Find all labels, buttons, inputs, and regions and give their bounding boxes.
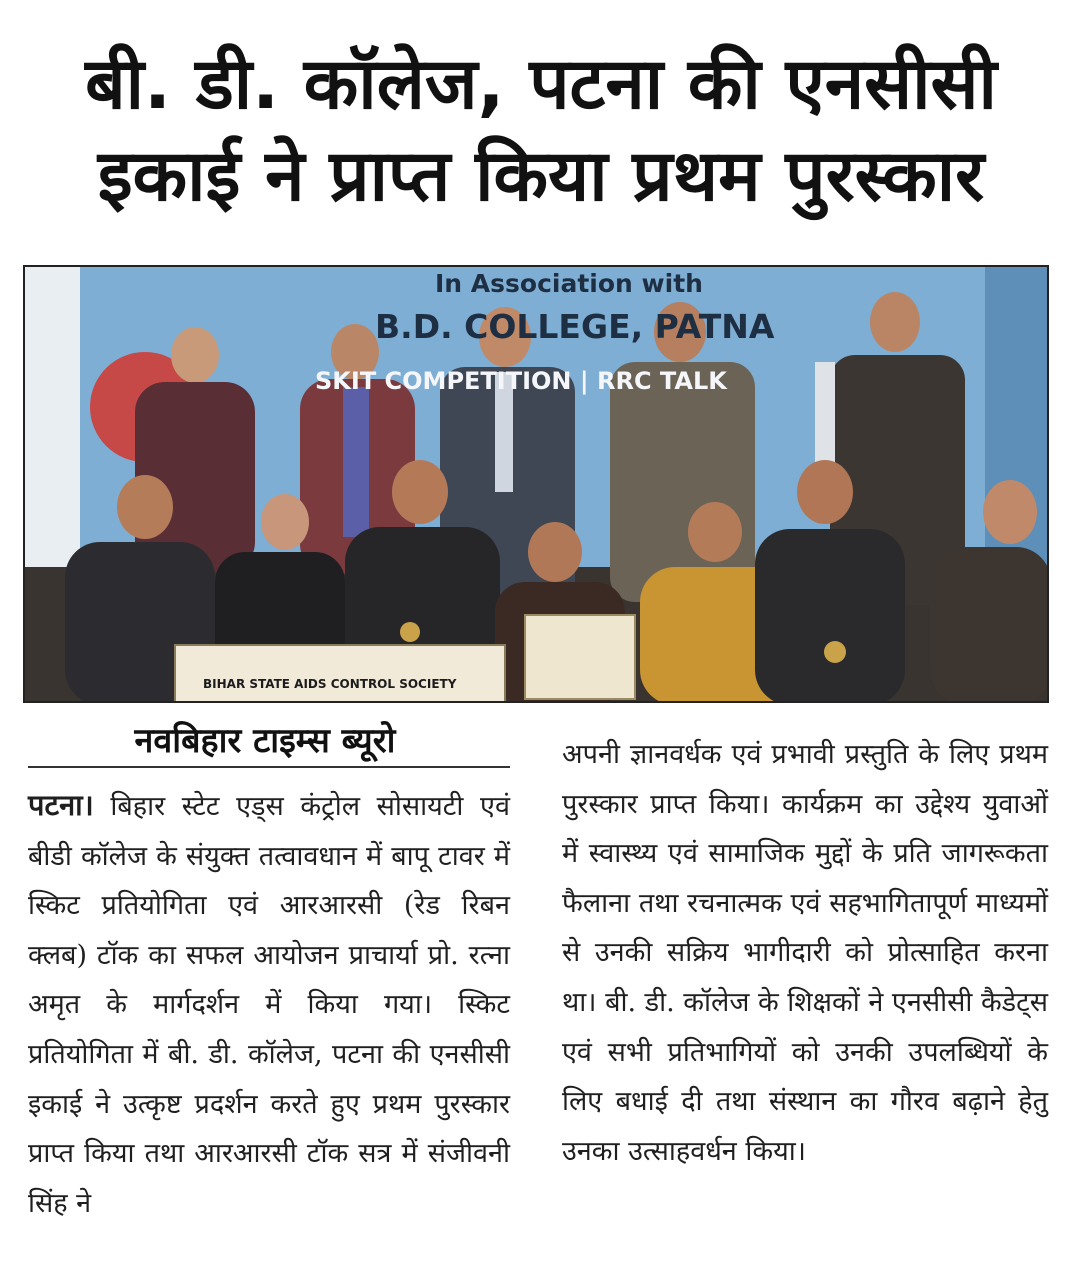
byline-divider <box>28 766 510 768</box>
certificate <box>525 615 635 699</box>
sign-board-text: BIHAR STATE AIDS CONTROL SOCIETY <box>203 677 457 691</box>
banner-left-panel <box>25 267 80 567</box>
banner-college-text: B.D. COLLEGE, PATNA <box>375 307 775 346</box>
headline-line-1: बी. डी. कॉलेज, पटना की एनसीसी <box>85 42 997 125</box>
banner-association-text: In Association with <box>435 269 703 298</box>
dateline: पटना। <box>28 788 94 822</box>
sign-board <box>175 645 505 703</box>
banner-event-text: SKIT COMPETITION | RRC TALK <box>315 367 727 395</box>
headline <box>20 38 1062 222</box>
article-column-left <box>28 781 510 1228</box>
article-text-left: बिहार स्टेट एड्स कंट्रोल सोसायटी एवं बीडी कॉलेज के संयुक्त तत्वावधान में बापू टावर में स्किट प्रतियोगिता एवं आरआरसी (रेड रिबन क्लब) टॉक का सफल आयोजन प्राचार्या प्रो. रत्ना अमृत के मार्गदर्शन में किया गया। स्किट प्रतियोगिता में बी. डी. कॉलेज, पटना की एनसीसी इकाई ने उत्कृष्ट प्रदर्शन करते हुए प्रथम पुरस्कार प्राप्त किया तथा आरआरसी टॉक सत्र में संजीवनी सिंह ने <box>28 791 510 1219</box>
group-photo <box>23 265 1049 703</box>
article-text-right: अपनी ज्ञानवर्धक एवं प्रभावी प्रस्तुति के लिए प्रथम पुरस्कार प्राप्त किया। कार्यक्रम का उद्देश्य युवाओं में स्वास्थ्य एवं सामाजिक मुद्दों के प्रति जागरूकता फैलाना तथा रचनात्मक एवं सहभागितापूर्ण माध्यमों से उनकी सक्रिय भागीदारी को प्रोत्साहित करना था। बी. डी. कॉलेज के शिक्षकों ने एनसीसी कैडेट्स एवं सभी प्रतिभागियों को उनकी उपलब्धियों के लिए बधाई दी तथा संस्थान का गौरव बढ़ाने हेतु उनका उत्साहवर्धन किया। <box>562 739 1048 1167</box>
article-column-right <box>562 730 1048 1176</box>
byline: नवबिहार टाइम्स ब्यूरो <box>134 721 396 761</box>
headline-line-2: इकाई ने प्राप्त किया प्रथम पुरस्कार <box>97 134 985 217</box>
